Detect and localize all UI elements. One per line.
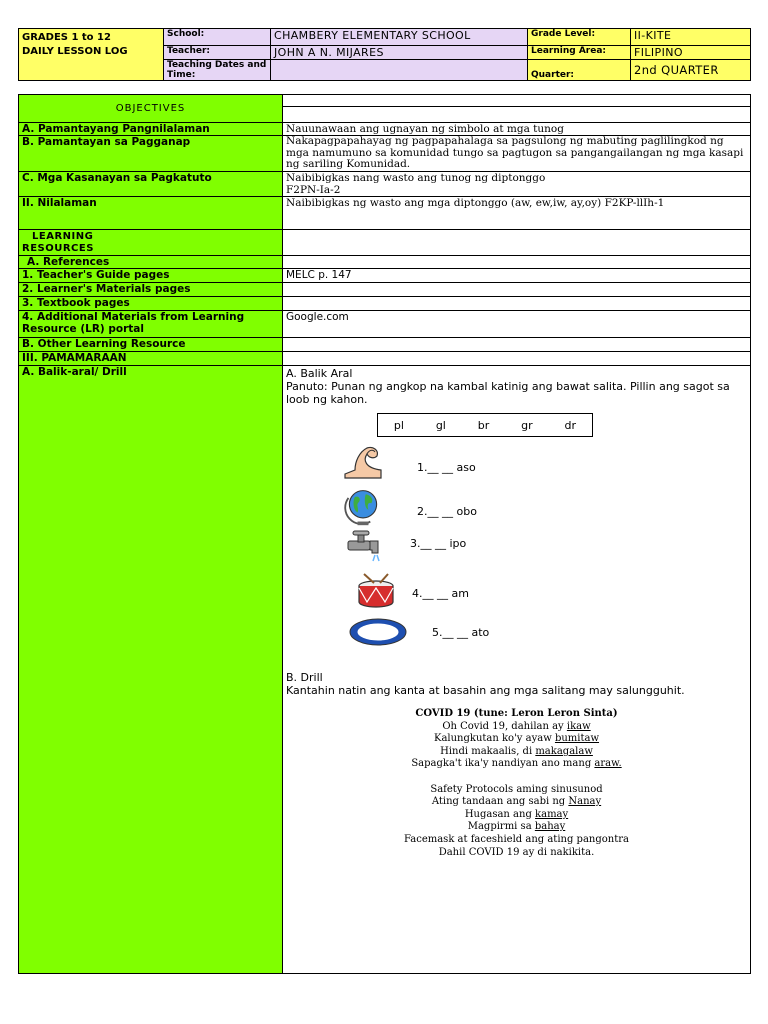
- poem-line: Hugasan ang kamay: [464, 808, 569, 820]
- exercise-item-4: 4.__ __ am: [412, 587, 469, 600]
- poem-stanza-break: [286, 771, 747, 784]
- balik-aral-instructions: Panuto: Punan ng angkop na kambal katinig ang bawat salita. Pillin ang sagot sa loob ng kahon.: [286, 380, 730, 406]
- c-label: C. Mga Kasanayan sa Pagkatuto: [19, 172, 283, 197]
- a-label: A. Pamantayang Pangnilalaman: [19, 123, 283, 136]
- tg-value: MELC p. 147: [283, 269, 751, 283]
- choice-item: dr: [564, 418, 576, 432]
- objectives-value-top: [283, 95, 751, 107]
- log-title: [19, 29, 164, 81]
- faucet-icon: [344, 527, 388, 567]
- quarter-value: 2nd QUARTER: [631, 60, 751, 81]
- grade-value: II-KITE: [631, 29, 751, 46]
- drum-icon: [354, 572, 398, 612]
- choice-item: gr: [521, 418, 533, 432]
- balik-aral-title: A. Balik Aral: [286, 367, 353, 380]
- school-value: CHAMBERY ELEMENTARY SCHOOL: [271, 29, 528, 46]
- poem-line: Kalungkutan ko'y ayaw bumitaw: [433, 733, 600, 745]
- title-line-2: DAILY LESSON LOG: [22, 46, 128, 57]
- drill-label: A. Balik-aral/ Drill: [19, 366, 283, 974]
- lm-label: 2. Learner's Materials pages: [19, 283, 283, 297]
- c-value: [283, 172, 751, 197]
- grade-label: Grade Level:: [528, 29, 631, 46]
- poem-title: COVID 19 (tune: Leron Leron Sinta): [415, 708, 618, 719]
- ii-label: II. Nilalaman: [19, 197, 283, 230]
- poem-line: Facemask at faceshield ang ating pangontra: [404, 833, 629, 845]
- refs-label: A. References: [19, 256, 283, 269]
- poem-line: Dahil COVID 19 ay di nakikita.: [438, 846, 595, 858]
- teacher-label: Teacher:: [164, 46, 271, 60]
- arm-muscle-icon: [341, 440, 385, 480]
- choice-item: pl: [393, 418, 404, 432]
- b-value: Nakapagpapahayag ng pagpapahalaga sa pagsulong ng mabuting paglilingkod ng mga namumuno sa komunidad tungo sa pagtugon sa pangangailangan ng mga kasapi ng sariling Komunidad.: [283, 136, 751, 172]
- b-label: B. Pamantayan sa Pagganap: [19, 136, 283, 172]
- c-value-line-1: Naibibigkas nang wasto ang tunog ng diptonggo: [286, 172, 546, 184]
- a-value: Nauunawaan ang ugnayan ng simbolo at mga tunog: [283, 123, 751, 136]
- teacher-value: JOHN A N. MIJARES: [271, 46, 528, 60]
- choice-item: br: [477, 418, 490, 432]
- am-value: Google.com: [283, 311, 751, 338]
- tg-label: 1. Teacher's Guide pages: [19, 269, 283, 283]
- dates-value: [271, 60, 528, 81]
- other-label: B. Other Learning Resource: [19, 338, 283, 352]
- ii-value: Naibibigkas ng wasto ang mga diptonggo (aw, ew,iw, ay,oy) F2KP-llIh-1: [283, 197, 751, 230]
- poem: [286, 708, 747, 859]
- dates-label: Teaching Dates and Time:: [164, 60, 271, 81]
- tb-label: 3. Textbook pages: [19, 297, 283, 311]
- drill-instructions: Kantahin natin ang kanta at basahin ang mga salitang may salungguhit.: [286, 684, 685, 697]
- lr-label-line-2: RESOURCES: [22, 242, 94, 254]
- quarter-label: Quarter:: [528, 60, 631, 81]
- exercise-item-5: 5.__ __ ato: [432, 626, 490, 639]
- lr-label-line-1: LEARNING: [32, 231, 94, 242]
- poem-line: Sapagka't ika'y nandiyan ano mang araw.: [411, 758, 622, 770]
- plate-icon: [348, 617, 408, 647]
- lr-value: [283, 230, 751, 256]
- objectives-value: [283, 107, 751, 123]
- refs-value: [283, 256, 751, 269]
- poem-line: Magpirmi sa bahay: [467, 821, 566, 833]
- c-value-line-2: F2PN-Ia-2: [286, 184, 341, 196]
- am-label: 4. Additional Materials from Learning Resource (LR) portal: [19, 311, 283, 338]
- exercise-item-3: 3.__ __ ipo: [410, 537, 467, 550]
- pam-value: [283, 352, 751, 366]
- lm-value: [283, 283, 751, 297]
- poem-line: Hindi makaalis, di makagalaw: [440, 745, 593, 757]
- area-label: Learning Area:: [528, 46, 631, 60]
- exercise-items: [286, 437, 747, 657]
- area-value: FILIPINO: [631, 46, 751, 60]
- other-value: [283, 338, 751, 352]
- poem-line: Oh Covid 19, dahilan ay ikaw: [442, 720, 591, 732]
- choices-box: [377, 413, 593, 437]
- exercise-item-2: 2.__ __ obo: [417, 505, 477, 518]
- pam-label: III. PAMAMARAAN: [19, 352, 283, 366]
- header-table: [18, 28, 751, 81]
- drill-content: [283, 366, 751, 974]
- drill-title: B. Drill: [286, 671, 323, 684]
- lesson-table: [18, 94, 751, 974]
- globe-icon: [341, 487, 385, 527]
- school-label: School:: [164, 29, 271, 46]
- poem-line: Ating tandaan ang sabi ng Nanay: [431, 796, 602, 808]
- lr-label: [19, 230, 283, 256]
- choice-item: gl: [435, 418, 446, 432]
- title-line-1: GRADES 1 to 12: [22, 32, 111, 43]
- exercise-item-1: 1.__ __ aso: [417, 461, 476, 474]
- objectives-heading: OBJECTIVES: [19, 95, 283, 123]
- poem-line: Safety Protocols aming sinusunod: [430, 783, 603, 795]
- tb-value: [283, 297, 751, 311]
